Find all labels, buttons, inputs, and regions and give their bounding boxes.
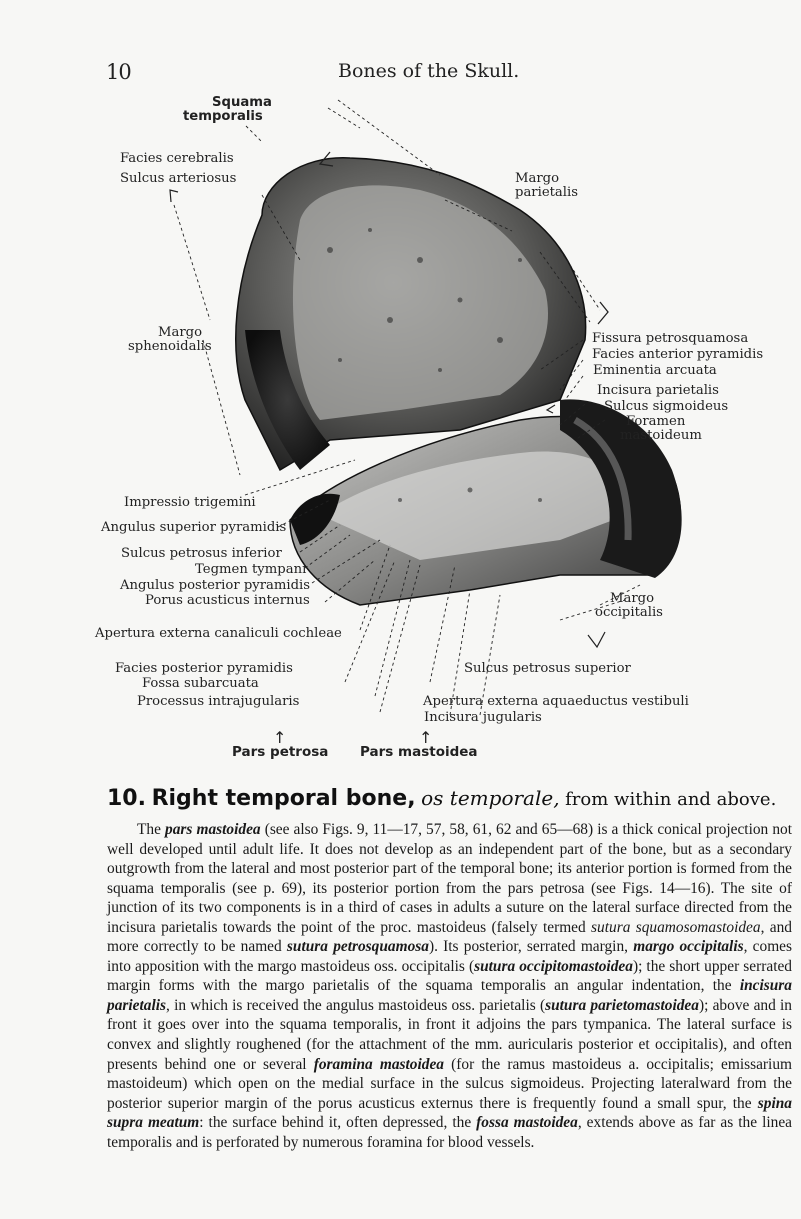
caption-title: Right temporal bone, <box>151 786 416 811</box>
body-text-segment: fossa mastoidea <box>476 1114 578 1132</box>
label-angulus-superior-pyramidis: Angulus superior pyramidis <box>101 520 287 535</box>
label-pars-mastoidea: Pars mastoidea <box>360 744 478 760</box>
page-number: 10 <box>106 60 131 84</box>
body-text-segment: ); the short upper serrated margin forms with the margo parietalis of the squama temporalis an angular indentation, the <box>107 957 792 995</box>
body-text-segment: , comes into apposition with the margo mastoideus oss. occipitalis ( <box>107 938 792 975</box>
label-apertura-aquaeductus-vestibuli: Apertura externa aquaeductus vestibuli <box>423 694 689 709</box>
caption-latin: os temporale, <box>421 786 560 810</box>
label-incisura-parietalis: Incisura parietalis <box>597 383 719 398</box>
label-margo-sphenoidalis-2: sphenoidalis <box>128 339 212 354</box>
label-impressio-trigemini: Impressio trigemini <box>124 495 256 510</box>
body-text-segment: The <box>137 821 166 838</box>
body-text-segment: , and more correctly to be named <box>107 918 792 956</box>
label-margo-parietalis-1: Margo <box>515 171 560 186</box>
label-margo-parietalis-2: parietalis <box>515 185 578 200</box>
body-text-segment: sutura squamosomastoidea <box>591 918 761 936</box>
label-processus-intrajugularis: Processus intrajugularis <box>137 694 300 709</box>
label-sulcus-petrosus-inferior: Sulcus petrosus inferior <box>121 546 282 561</box>
label-angulus-posterior-pyramidis: Angulus posterior pyramidis <box>120 578 311 593</box>
body-text-segment: incisura parietalis <box>107 977 792 1014</box>
label-margo-occipitalis-1: Margo <box>610 591 655 606</box>
body-text <box>107 820 792 1152</box>
body-text-segment: ); above and in front it goes over into the squama temporalis, in front it adjoins the pars tympanica. The lateral surface is convex and slightly roughened (for the attachment of the mm. auricularis posterior et occipitalis), and often presents behind one or several <box>107 996 792 1073</box>
body-paragraph <box>107 820 792 1152</box>
label-margo-sphenoidalis-1: Margo <box>158 325 203 340</box>
body-text-segment: foramina mastoidea <box>313 1055 445 1073</box>
body-text-segment: ). Its posterior, serrated margin, <box>428 938 634 956</box>
label-squama: Squama <box>212 95 272 110</box>
label-eminentia-arcuata: Eminentia arcuata <box>593 363 717 378</box>
label-facies-anterior-pyramidis: Facies anterior pyramidis <box>592 347 764 362</box>
body-text-segment: pars mastoidea <box>165 821 261 838</box>
running-title: Bones of the Skull. <box>338 60 520 82</box>
label-sulcus-sigmoideus: Sulcus sigmoideus <box>604 399 729 414</box>
body-text-segment: (for the ramus mastoideus a. occipitalis; emissarium mastoideum) which open on the medial surface in the sulcus sigmoideus. Projecting lateralward from the posterior superior margin of the porus acusticus externus there is frequently found a small spur, the <box>107 1055 792 1112</box>
body-text-segment: , in which is received the angulus mastoideus oss. parietalis ( <box>166 996 546 1014</box>
label-pars-petrosa: Pars petrosa <box>232 744 329 760</box>
label-fossa-subarcuata: Fossa subarcuata <box>142 676 259 691</box>
body-text-segment: sutura parietomastoidea <box>545 996 699 1014</box>
arrow-up-icon: ↑ <box>273 728 287 747</box>
label-facies-posterior-pyramidis: Facies posterior pyramidis <box>115 661 293 676</box>
caption-subtitle: from within and above. <box>565 789 777 810</box>
label-margo-occipitalis-2: occipitalis <box>595 605 663 620</box>
body-text-segment: sutura petrosquamosa <box>286 938 429 956</box>
body-text-segment: : the surface behind it, often depressed, the <box>199 1114 477 1132</box>
label-tegmen-tympani: Tegmen tympani <box>195 562 307 577</box>
figure-caption <box>107 786 787 811</box>
label-temporalis: temporalis <box>183 109 263 124</box>
label-porus-acusticus-internus: Porus acusticus internus <box>145 593 310 608</box>
label-facies-cerebralis: Facies cerebralis <box>120 151 234 166</box>
body-text-segment: , extends above as far as the linea temporalis and is perforated by numerous foramina for blood vessels. <box>107 1114 792 1151</box>
label-foramen: Foramen <box>626 414 686 429</box>
body-text-segment: (see also Figs. 9, 11—17, 57, 58, 61, 62 and 65—68) is a thick conical projection not well developed until adult life. It does not develop as an independent part of the bone, but as a secondary outgrowth from the lateral and most posterior part of the temporal bone; its anterior portion is formed from the squama temporalis (see p. 69), its posterior portion from the pars petrosa (see Figs. 14—16). The site of junction of its two components is in a third of cases in adults a suture on the lateral surface directed from the incisura parietalis towards the point of the proc. mastoideus (falsely termed <box>107 821 792 936</box>
body-text-segment: margo occipitalis <box>633 938 744 956</box>
label-apertura-canaliculi-cochleae: Apertura externa canaliculi cochleae <box>95 626 342 641</box>
caption-number: 10. <box>107 786 146 811</box>
label-fissura-petrosquamosa: Fissura petrosquamosa <box>592 331 749 346</box>
body-text-segment: sutura occipitomastoidea <box>474 957 633 975</box>
label-sulcus-arteriosus: Sulcus arteriosus <box>120 171 237 186</box>
arrow-up-icon: ↑ <box>419 728 433 747</box>
label-sulcus-petrosus-superior: Sulcus petrosus superior <box>464 661 631 676</box>
label-mastoideum: mastoideum <box>620 428 702 443</box>
body-text-segment: spina supra meatum <box>107 1094 792 1132</box>
label-incisura-jugularis: Incisura jugularis <box>424 710 542 725</box>
